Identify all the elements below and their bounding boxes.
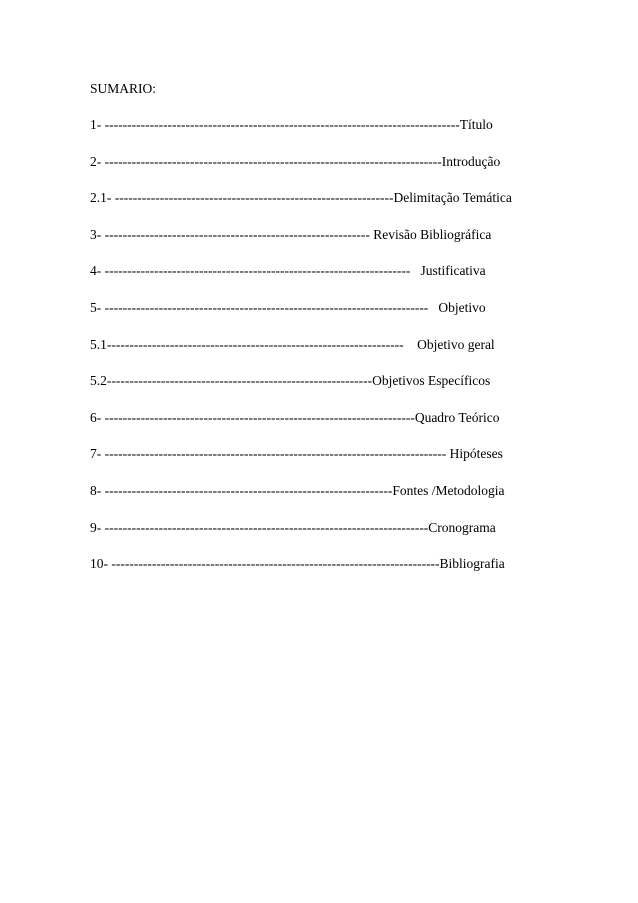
toc-entry-cronograma: 9- ------------------------------------------------------------------------Cronograma	[90, 519, 496, 535]
toc-entry-fontes-metodologia: 8- ----------------------------------------------------------------Fontes /Metodologia	[90, 482, 505, 498]
toc-entry-bibliografia: 10- -------------------------------------------------------------------------Bibliografia	[90, 556, 505, 572]
toc-entry-objetivos-especificos: 5.2-----------------------------------------------------------Objetivos Específicos	[90, 373, 491, 389]
toc-entry-objetivo-geral: 5.1------------------------------------------------------------------ Objetivo geral	[90, 336, 495, 352]
toc-entry-introducao: 2- ---------------------------------------------------------------------------Introdução	[90, 153, 501, 169]
toc-entry-delimitacao-tematica: 2.1- --------------------------------------------------------------Delimitação Temática	[90, 190, 512, 206]
toc-entry-justificativa: 4- -------------------------------------------------------------------- Justificativa	[90, 263, 486, 279]
table-of-contents	[90, 117, 512, 593]
toc-entry-objetivo: 5- ------------------------------------------------------------------------ Objetivo	[90, 299, 486, 315]
toc-entry-hipoteses: 7- ---------------------------------------------------------------------------- Hipóteses	[90, 446, 503, 462]
toc-entry-quadro-teorico: 6- ---------------------------------------------------------------------Quadro Teórico	[90, 409, 500, 425]
toc-entry-revisao-bibliografica: 3- ----------------------------------------------------------- Revisão Bibliográfica	[90, 226, 492, 242]
toc-entry-titulo: 1- -------------------------------------------------------------------------------Título	[90, 117, 493, 132]
summary-heading: SUMARIO:	[90, 81, 157, 96]
